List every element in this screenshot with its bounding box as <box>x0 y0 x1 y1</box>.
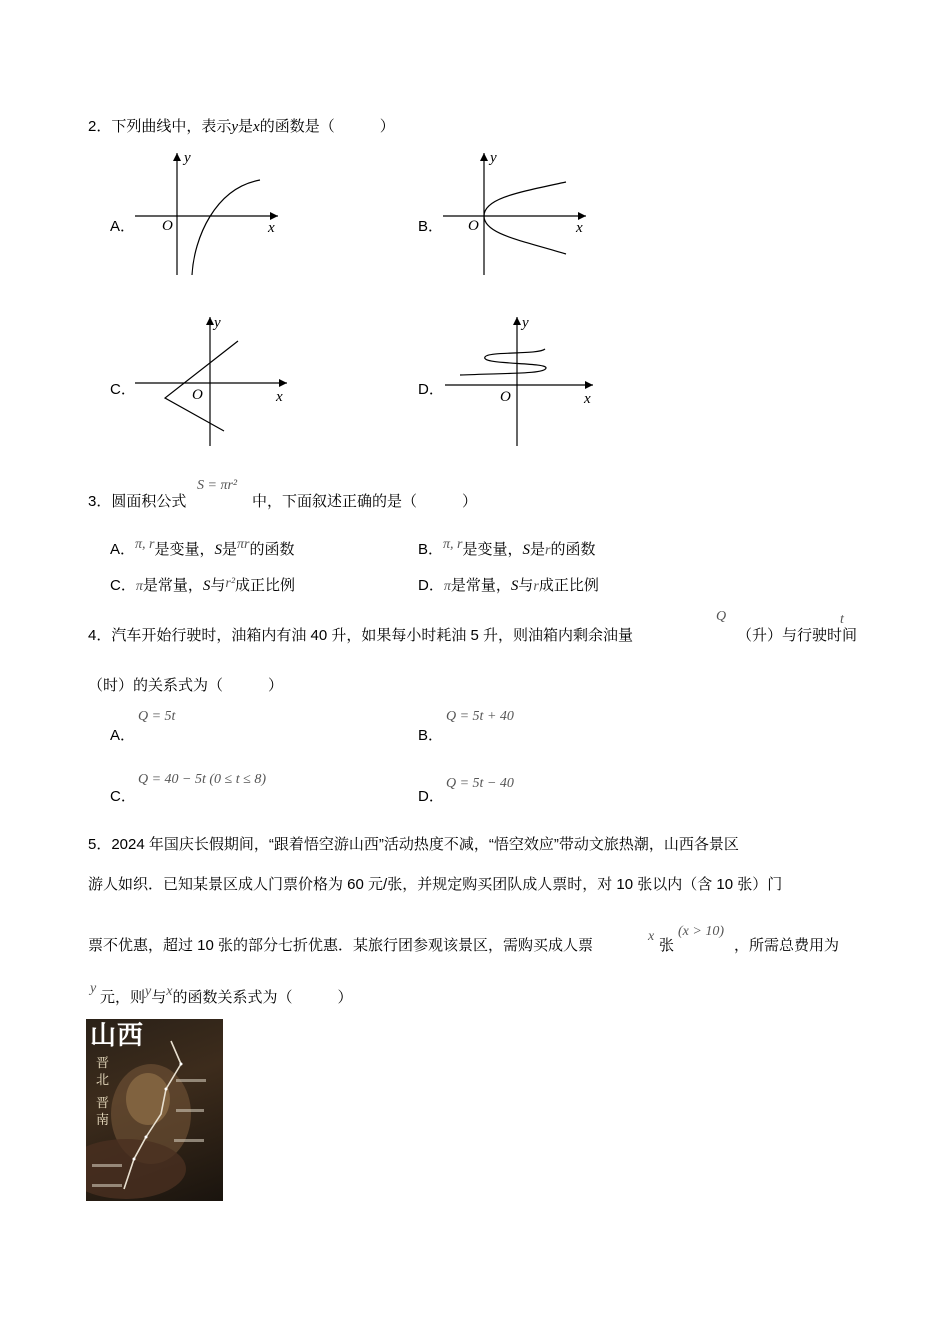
axis-x-label: x <box>268 220 275 236</box>
q2-option-c-label[interactable]: C． <box>110 381 136 398</box>
axis-x-label: x <box>276 389 283 405</box>
poster-side-2: 北 <box>96 1073 110 1088</box>
q4-t-variable: t <box>840 612 844 627</box>
axis-x-label: x <box>584 391 591 407</box>
poster-title-1: 山 <box>90 1021 118 1051</box>
q3-stem: 3．圆面积公式 <box>88 493 187 510</box>
q4-option-c-label[interactable]: C． <box>110 788 136 805</box>
q4-q-variable: Q <box>716 609 727 624</box>
q5-line1: 5．2024 年国庆长假期间，“跟着悟空游山西”活动热度不减，“悟空效应”带动文旅热潮，山西各景区 <box>88 836 739 853</box>
q5-line4: 元，则y与x的函数关系式为（ ） <box>100 984 353 1006</box>
shanxi-poster-image <box>86 1019 223 1201</box>
q3-option-c[interactable]: C．π是常量，S与r²成正比例 <box>110 576 296 594</box>
q5-condition: (x > 10) <box>678 924 724 939</box>
q5-line3: 票不优惠，超过 10 张的部分七折优惠．某旅行团参观该景区，需购买成人票 <box>88 937 594 954</box>
q2-stem: 2．下列曲线中，表示y是x的函数是（ ） <box>88 118 395 135</box>
q5-line3-unit: 张 <box>659 937 675 954</box>
axis-origin-label: O <box>468 218 479 234</box>
q3-option-a[interactable]: A．π, r是变量，S是πr的函数 <box>110 537 295 558</box>
q4-stem-mid: （升）与行驶时间 <box>737 627 858 644</box>
q2-option-d-label[interactable]: D． <box>418 381 444 398</box>
q3-stem-end: 中，下面叙述正确的是（ ） <box>252 493 478 510</box>
q2-graph-a <box>130 148 290 278</box>
q5-x-variable: x <box>648 929 655 944</box>
q4-option-d-formula: Q = 5t − 40 <box>446 776 514 791</box>
q2-option-b-label[interactable]: B． <box>418 218 444 235</box>
poster-title-2: 西 <box>117 1021 145 1051</box>
axis-y-label: y <box>214 315 221 331</box>
axis-y-label: y <box>184 150 191 166</box>
poster-side-1: 晋 <box>96 1056 110 1071</box>
q4-option-b-label[interactable]: B． <box>418 727 444 744</box>
q2-graph-d <box>440 313 610 448</box>
q4-option-a-formula: Q = 5t <box>138 709 176 724</box>
q5-line3-end: ，所需总费用为 <box>734 937 840 954</box>
q4-option-b-formula: Q = 5t + 40 <box>446 709 514 724</box>
q2-graph-c <box>130 313 300 448</box>
q3-option-d[interactable]: D．π是常量，S与r成正比例 <box>418 577 599 594</box>
q4-option-a-label[interactable]: A． <box>110 727 136 744</box>
q4-stem-line2: （时）的关系式为（ ） <box>88 677 284 694</box>
q3-formula: S = πr² <box>197 478 238 493</box>
q4-option-c-formula: Q = 40 − 5t (0 ≤ t ≤ 8) <box>138 772 266 787</box>
q5-y-variable: y <box>90 981 97 996</box>
q4-option-d-label[interactable]: D． <box>418 788 444 805</box>
poster-side-3: 晋 <box>96 1096 110 1111</box>
axis-x-label: x <box>576 220 583 236</box>
poster-side-4: 南 <box>96 1113 110 1128</box>
axis-y-label: y <box>490 150 497 166</box>
q5-line2: 游人如织．已知某景区成人门票价格为 60 元/张，并规定购买团队成人票时，对 10 张以内（含 10 张）门 <box>88 876 783 893</box>
axis-origin-label: O <box>500 389 511 405</box>
axis-origin-label: O <box>162 218 173 234</box>
q4-stem-line1: 4．汽车开始行驶时，油箱内有油 40 升，如果每小时耗油 5 升，则油箱内剩余油量 <box>88 627 634 644</box>
q3-option-b[interactable]: B．π, r是变量，S是r的函数 <box>418 537 596 558</box>
q2-graph-b <box>440 148 600 278</box>
axis-y-label: y <box>522 315 529 331</box>
axis-origin-label: O <box>192 387 203 403</box>
q2-option-a-label[interactable]: A． <box>110 218 136 235</box>
